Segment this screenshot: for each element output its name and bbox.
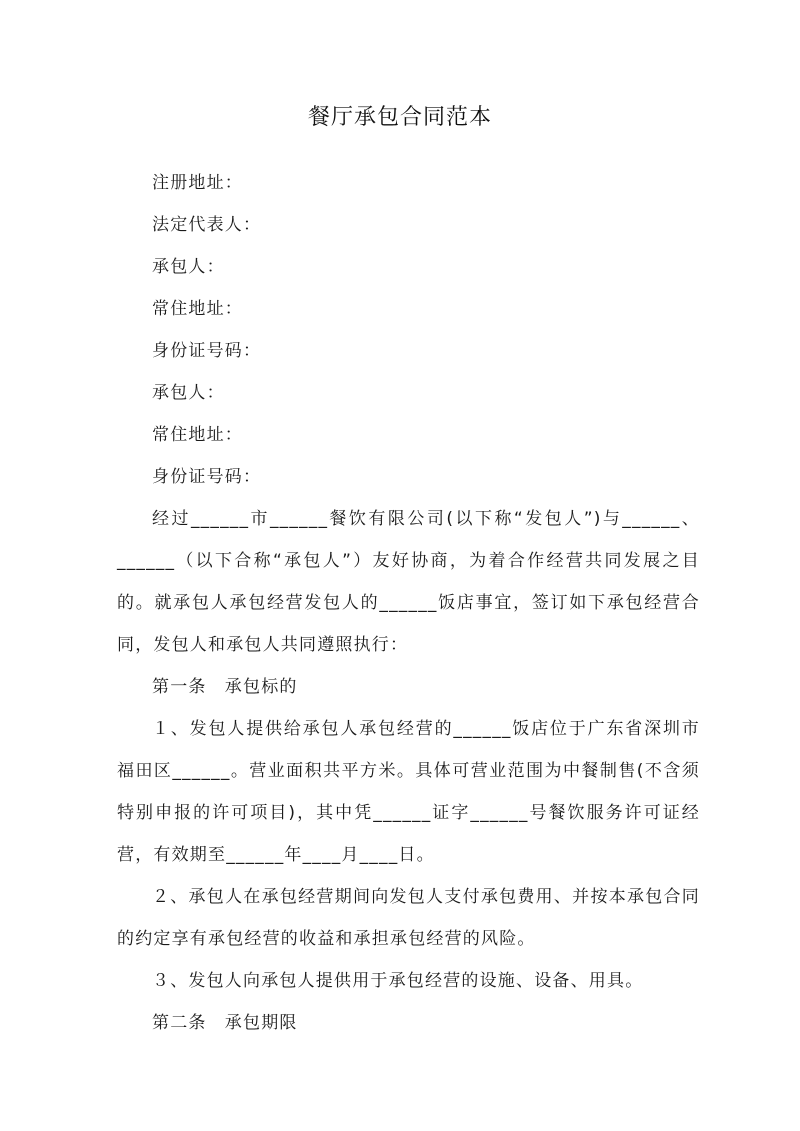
article-1-clause-1: １、发包人提供给承包人承包经营的______饭店位于广东省深圳市福田区______。营业面积共平方米。具体可营业范围为中餐制售(不含须特别申报的许可项目)，其中凭______证字______号餐饮服务许可证经营，有效期至______年____月____日。 (117, 719, 700, 865)
article-2-heading: 第二条 承包期限 (152, 1013, 298, 1033)
field-contractor-1: 承包人： (152, 257, 225, 277)
field-residence-address-1: 常住地址： (152, 299, 243, 319)
field-legal-representative: 法定代表人： (152, 215, 262, 235)
document-title: 餐厅承包合同范本 (307, 105, 492, 130)
article-1-clause-2: ２、承包人在承包经营期间向发包人支付承包费用、并按本承包合同的约定享有承包经营的收益和承担承包经营的风险。 (117, 887, 700, 949)
field-id-number-1: 身份证号码： (152, 341, 262, 361)
field-registered-address: 注册地址： (152, 173, 243, 193)
document-body (117, 162, 700, 1044)
article-1-heading: 第一条 承包标的 (152, 677, 298, 697)
article-1-clause-3: ３、发包人向承包人提供用于承包经营的设施、设备、用具。 (152, 971, 644, 991)
field-id-number-2: 身份证号码： (152, 467, 262, 487)
intro-paragraph: 经过______市______餐饮有限公司(以下称“发包人”)与______、______（以下合称“承包人”）友好协商，为着合作经营共同发展之目的。就承包人承包经营发包人的______饭店事宜，签订如下承包经营合同，发包人和承包人共同遵照执行： (117, 509, 700, 655)
field-residence-address-2: 常住地址： (152, 425, 243, 445)
field-contractor-2: 承包人： (152, 383, 225, 403)
